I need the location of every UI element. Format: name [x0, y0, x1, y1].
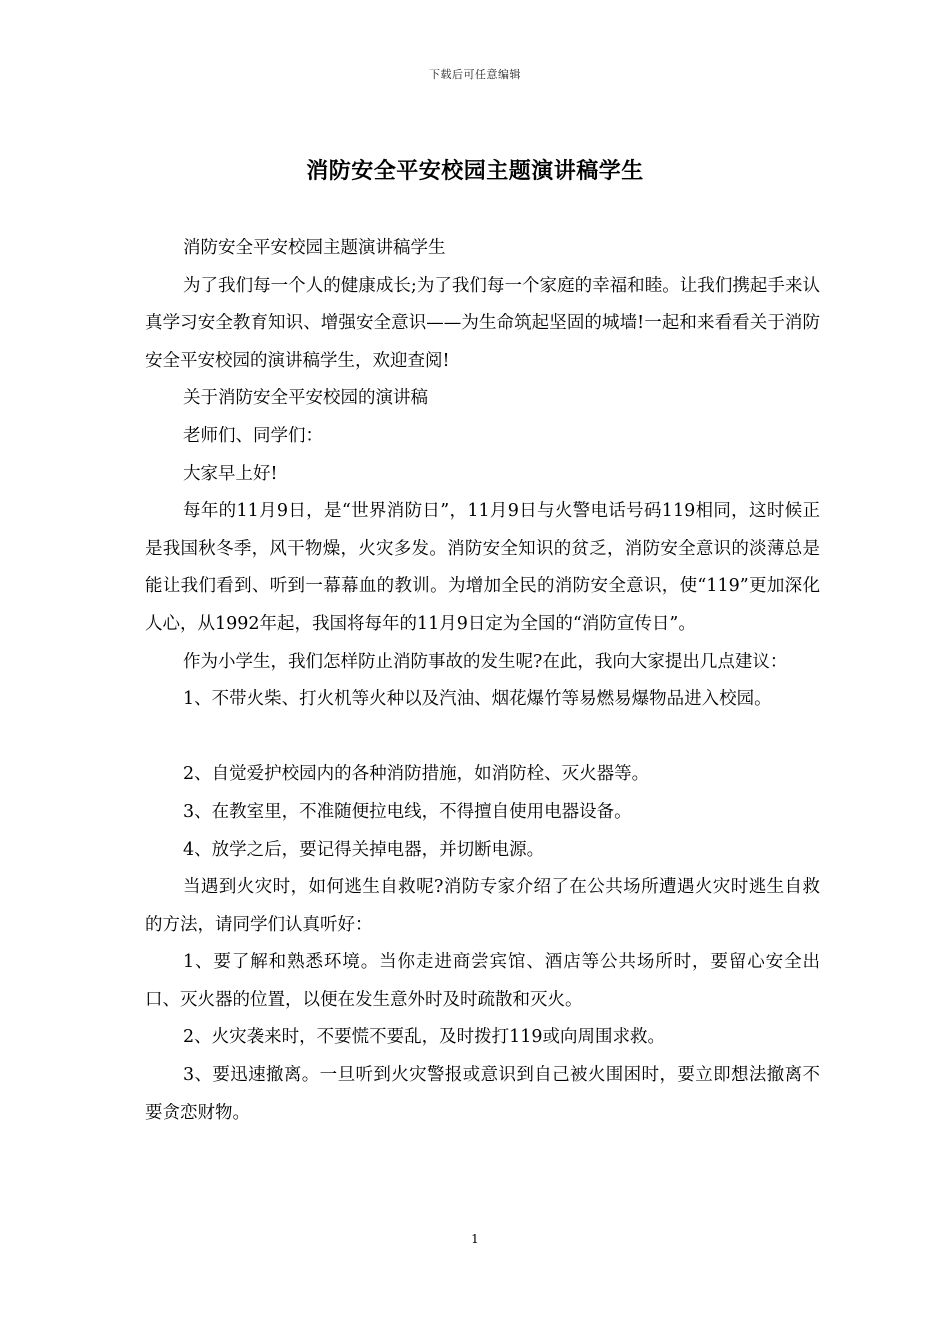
paragraph-intro: 为了我们每一个人的健康成长;为了我们每一个家庭的幸福和睦。让我们携起手来认真学习安全教育知识、增强安全意识——为生命筑起坚固的城墙!一起和来看看关于消防安全平安校园的演讲稿学生，欢迎查阅! — [145, 275, 820, 371]
paragraph-escape-intro: 当遇到火灾时，如何逃生自救呢?消防专家介绍了在公共场所遭遇火灾时逃生自救的方法，请同学们认真听好： — [145, 877, 820, 935]
paragraph-fire-day: 每年的11月9日，是“世界消防日”，11月9日与火警电话号码119相同，这时候正是我国秋冬季，风干物燥，火灾多发。消防安全知识的贫乏，消防安全意识的淡薄总是能让我们看到、听到一幕幕血的教训。为增加全民的消防安全意识，使“119”更加深化人心，从1992年起，我国将每年的11月9日定为全国的“消防宣传日”。 — [145, 501, 820, 634]
page-number: 1 — [471, 1232, 479, 1246]
list-item-suggestion-4: 4、放学之后，要记得关掉电器，并切断电源。 — [183, 839, 545, 860]
list-item-suggestion-3: 3、在教室里，不准随便拉电线，不得擅自使用电器设备。 — [183, 801, 632, 822]
list-item-suggestion-2: 2、自觉爱护校园内的各种消防措施，如消防栓、灭火器等。 — [183, 764, 650, 785]
list-item-suggestion-1: 1、不带火柴、打火机等火种以及汽油、烟花爆竹等易燃易爆物品进入校园。 — [183, 689, 772, 710]
list-item-escape-1: 1、要了解和熟悉环境。当你走进商尝宾馆、酒店等公共场所时，要留心安全出口、灭火器的位置，以便在发生意外时及时疏散和灭火。 — [145, 952, 820, 1010]
list-item-escape-2: 2、火灾袭来时，不要慌不要乱，及时拨打119或向周围求救。 — [183, 1027, 666, 1048]
paragraph-greeting: 大家早上好! — [183, 463, 278, 484]
header-note: 下载后可任意编辑 — [429, 68, 521, 81]
document-title: 消防安全平安校园主题演讲稿学生 — [306, 158, 644, 184]
paragraph-speech-heading: 关于消防安全平安校园的演讲稿 — [183, 388, 428, 409]
document-body — [145, 230, 820, 1132]
list-item-escape-3: 3、要迅速撤离。一旦听到火灾警报或意识到自己被火围困时，要立即想法撤离不要贪恋财物。 — [145, 1065, 820, 1123]
paragraph-subtitle: 消防安全平安校园主题演讲稿学生 — [183, 238, 446, 258]
paragraph-salutation: 老师们、同学们： — [183, 425, 323, 446]
paragraph-suggestions-intro: 作为小学生，我们怎样防止消防事故的发生呢?在此，我向大家提出几点建议： — [183, 651, 788, 672]
